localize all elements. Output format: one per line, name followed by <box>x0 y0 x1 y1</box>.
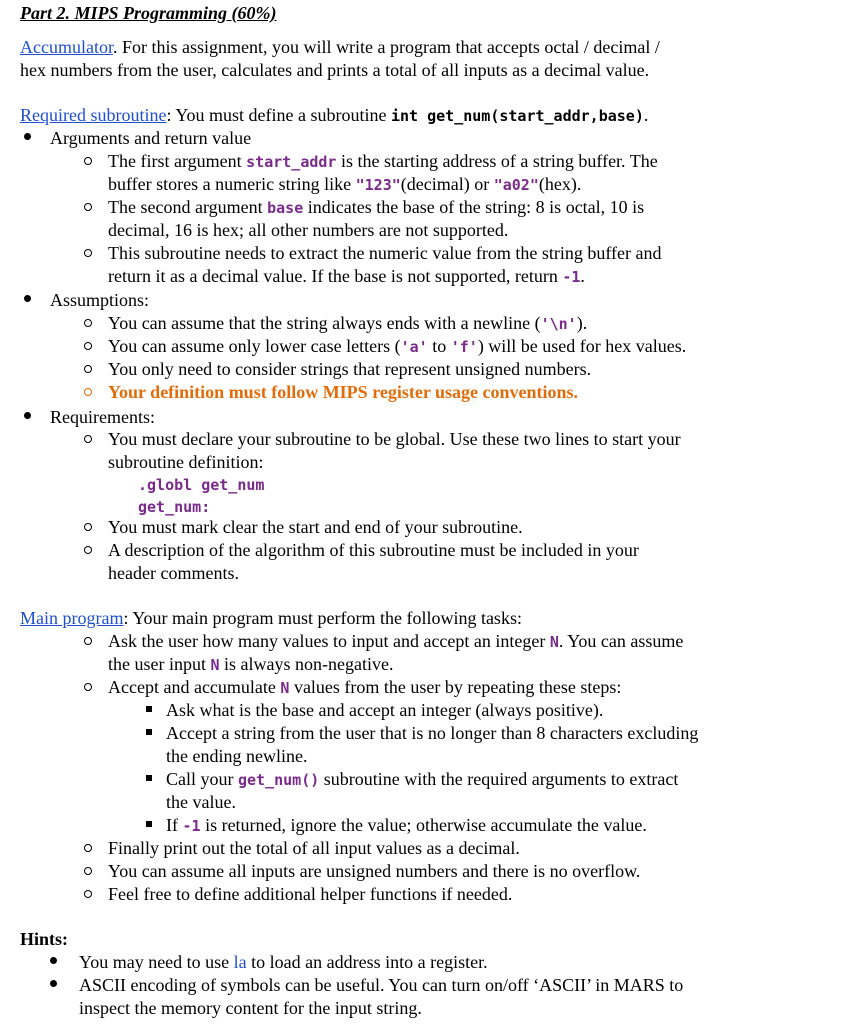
main-task-1-line-2: the user input N is always non-negative. <box>108 654 394 674</box>
arg2-line-2: decimal, 16 is hex; all other numbers are not supported. <box>108 220 509 240</box>
bullet-circle-icon <box>84 319 92 327</box>
requirement-3-line-1: A description of the algorithm of this subroutine must be included in your <box>108 540 639 560</box>
bullet-circle-icon <box>84 546 92 554</box>
bullet-circle-icon <box>84 683 92 691</box>
hint-2-line-2: inspect the memory content for the input string. <box>79 998 422 1018</box>
main-task-5: Feel free to define additional helper functions if needed. <box>108 884 513 904</box>
bullet-circle-icon <box>84 365 92 373</box>
main-task-2: Accept and accumulate N values from the user by repeating these steps: <box>108 677 622 697</box>
bullet-dot-icon <box>24 412 31 419</box>
bullet-dot-icon <box>50 980 57 987</box>
step-2-line-1: Accept a string from the user that is no longer than 8 characters excluding <box>166 723 699 743</box>
arg1-line-1: The first argument start_addr is the starting address of a string buffer. The <box>108 151 658 171</box>
bullet-circle-icon <box>84 249 92 257</box>
arg1-line-2: buffer stores a numeric string like "123"(decimal) or "a02"(hex). <box>108 174 582 194</box>
main-task-1-line-1: Ask the user how many values to input and accept an integer N. You can assume <box>108 631 684 651</box>
bullet-circle-icon <box>84 890 92 898</box>
bullet-circle-icon <box>84 203 92 211</box>
assumption-3: You only need to consider strings that represent unsigned numbers. <box>108 359 592 379</box>
main-program-link[interactable]: Main program <box>20 608 124 628</box>
accumulator-link[interactable]: Accumulator <box>20 37 113 57</box>
assumptions-heading: Assumptions: <box>50 290 150 310</box>
step-3-line-1: Call your get_num() subroutine with the required arguments to extract <box>166 769 679 789</box>
requirements-heading: Requirements: <box>50 407 155 427</box>
requirement-1-line-1: You must declare your subroutine to be global. Use these two lines to start your <box>108 429 681 449</box>
intro-line-1: Accumulator. For this assignment, you will write a program that accepts octal / decimal / <box>20 37 660 57</box>
bullet-circle-icon <box>84 388 92 396</box>
bullet-dot-icon <box>50 957 57 964</box>
step-3-line-2: the value. <box>166 792 236 812</box>
code-globl: .globl get_num <box>138 476 265 494</box>
main-task-4: You can assume all inputs are unsigned numbers and there is no overflow. <box>108 861 641 881</box>
bullet-circle-icon <box>84 342 92 350</box>
required-subroutine-link[interactable]: Required subroutine <box>20 105 167 125</box>
arg3-line-2: return it as a decimal value. If the base is not supported, return -1. <box>108 266 585 286</box>
hint-1: You may need to use la to load an address into a register. <box>79 952 488 972</box>
section-title: Part 2. MIPS Programming (60%) <box>20 3 277 23</box>
main-program-line: Main program: Your main program must perform the following tasks: <box>20 608 522 628</box>
assumption-1: You can assume that the string always ends with a newline ('\n'). <box>108 313 588 333</box>
intro-line-2: hex numbers from the user, calculates and prints a total of all inputs as a decimal value. <box>20 60 650 80</box>
bullet-circle-icon <box>84 867 92 875</box>
hint-2-line-1: ASCII encoding of symbols can be useful. You can turn on/off ‘ASCII’ in MARS to <box>79 975 684 995</box>
bullet-circle-icon <box>84 844 92 852</box>
bullet-circle-icon <box>84 157 92 165</box>
bullet-square-icon <box>146 706 152 712</box>
requirement-1-line-2: subroutine definition: <box>108 452 264 472</box>
assumption-4-emphasis: Your definition must follow MIPS register usage conventions. <box>108 382 579 402</box>
subroutine-line: Required subroutine: You must define a subroutine int get_num(start_addr,base). <box>20 105 649 125</box>
bullet-dot-icon <box>24 295 31 302</box>
step-4: If -1 is returned, ignore the value; otherwise accumulate the value. <box>166 815 647 835</box>
main-task-3: Finally print out the total of all input values as a decimal. <box>108 838 520 858</box>
requirement-2: You must mark clear the start and end of your subroutine. <box>108 517 523 537</box>
arg3-line-1: This subroutine needs to extract the numeric value from the string buffer and <box>108 243 662 263</box>
hints-heading: Hints: <box>20 929 69 949</box>
bullet-dot-icon <box>24 133 31 140</box>
code-label: get_num: <box>138 498 211 516</box>
arg2-line-1: The second argument base indicates the base of the string: 8 is octal, 10 is <box>108 197 645 217</box>
bullet-circle-icon <box>84 435 92 443</box>
step-2-line-2: the ending newline. <box>166 746 308 766</box>
requirement-3-line-2: header comments. <box>108 563 239 583</box>
bullet-square-icon <box>146 821 152 827</box>
bullet-circle-icon <box>84 523 92 531</box>
arguments-heading: Arguments and return value <box>50 128 252 148</box>
bullet-square-icon <box>146 775 152 781</box>
bullet-circle-icon <box>84 637 92 645</box>
step-1: Ask what is the base and accept an integer (always positive). <box>166 700 604 720</box>
assumption-2: You can assume only lower case letters ('a' to 'f') will be used for hex values. <box>108 336 687 356</box>
bullet-square-icon <box>146 729 152 735</box>
